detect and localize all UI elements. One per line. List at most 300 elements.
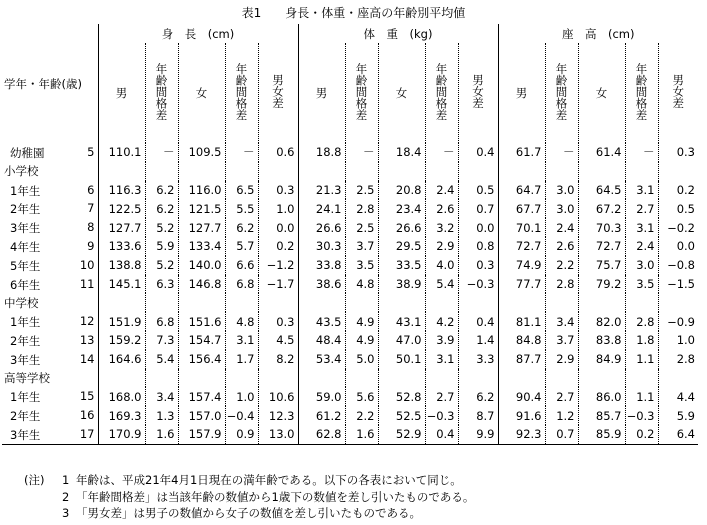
subheader-label: 男 [515, 86, 528, 100]
empty-cell [625, 293, 658, 312]
value-cell: 2.7 [545, 387, 578, 406]
row-label-cell [2, 387, 98, 406]
value-cell: 81.1 [498, 312, 545, 331]
value-cell: 170.9 [98, 425, 145, 444]
value-cell: 61.2 [298, 406, 345, 425]
subheader-male [498, 43, 545, 143]
empty-cell [298, 369, 345, 388]
empty-cell [378, 293, 425, 312]
value-cell: 127.7 [178, 218, 225, 237]
empty-cell [378, 162, 425, 181]
grade-label: 2年生 [10, 333, 41, 348]
value-cell: −0.4 [225, 406, 258, 425]
value-cell: 3.5 [625, 275, 658, 294]
value-cell: 1.0 [658, 331, 698, 350]
subheader-label: 男女差 [271, 74, 285, 109]
value-cell: 67.7 [498, 199, 545, 218]
value-cell: 0.3 [458, 256, 498, 275]
grade-label: 1年生 [10, 315, 41, 330]
value-cell: 13.0 [258, 425, 298, 444]
value-cell: 1.6 [345, 425, 378, 444]
value-cell: 2.8 [345, 199, 378, 218]
value-cell: 109.5 [178, 143, 225, 162]
empty-cell [378, 369, 425, 388]
row-label-cell [2, 275, 98, 294]
value-cell: 3.9 [425, 331, 458, 350]
value-cell: 133.6 [98, 237, 145, 256]
value-cell: 6.2 [145, 181, 178, 200]
value-cell: −0.9 [658, 312, 698, 331]
age-label: 16 [79, 408, 95, 423]
header-group-row [2, 24, 698, 43]
empty-cell [258, 162, 298, 181]
row-label-header: 学年・年齢(歳) [4, 76, 82, 91]
grade-label: 2年生 [10, 202, 41, 217]
age-label: 15 [79, 389, 95, 404]
footnote-1 [24, 472, 474, 489]
age-label: 11 [79, 276, 95, 291]
value-cell: 5.4 [425, 275, 458, 294]
value-cell: 52.9 [378, 425, 425, 444]
empty-cell [458, 162, 498, 181]
value-cell: 1.6 [145, 425, 178, 444]
value-cell: 4.2 [425, 312, 458, 331]
value-cell: 10.6 [258, 387, 298, 406]
footnote-2 [24, 489, 474, 506]
footnote-number: 3 [62, 506, 70, 520]
age-label: 6 [87, 182, 95, 197]
value-cell: 70.1 [498, 218, 545, 237]
value-cell: 0.6 [258, 143, 298, 162]
value-cell: 1.2 [545, 406, 578, 425]
empty-cell [498, 162, 545, 181]
value-cell: 116.0 [178, 181, 225, 200]
age-label: 17 [79, 426, 95, 441]
value-cell: 3.1 [625, 181, 658, 200]
age-label: 14 [79, 351, 95, 366]
value-cell: 7.3 [145, 331, 178, 350]
value-cell: 2.9 [425, 237, 458, 256]
value-cell: 0.5 [658, 199, 698, 218]
age-label: 5 [87, 145, 95, 159]
empty-cell [658, 369, 698, 388]
value-cell: 6.2 [225, 218, 258, 237]
empty-cell [498, 369, 545, 388]
value-cell: 62.8 [298, 425, 345, 444]
header-sub-row [2, 43, 698, 143]
group-header-sitting-height: 座 高 (cm) [498, 24, 698, 43]
value-cell: 2.2 [345, 406, 378, 425]
value-cell: 21.3 [298, 181, 345, 200]
value-cell: － [225, 143, 258, 162]
empty-cell [298, 293, 345, 312]
value-cell: 4.9 [345, 312, 378, 331]
value-cell: 59.0 [298, 387, 345, 406]
value-cell: 6.3 [145, 275, 178, 294]
value-cell: 3.0 [545, 181, 578, 200]
grade-label: 1年生 [10, 183, 41, 198]
value-cell: 26.6 [298, 218, 345, 237]
value-cell: 26.6 [378, 218, 425, 237]
row-label-cell [2, 331, 98, 350]
empty-cell [258, 293, 298, 312]
subheader-female [178, 43, 225, 143]
table-row [2, 275, 698, 294]
value-cell: 43.5 [298, 312, 345, 331]
value-cell: 0.7 [545, 425, 578, 444]
value-cell: 29.5 [378, 237, 425, 256]
value-cell: 48.4 [298, 331, 345, 350]
value-cell: 5.9 [145, 237, 178, 256]
value-cell: 1.1 [625, 387, 658, 406]
value-cell: 75.7 [578, 256, 625, 275]
value-cell: 157.4 [178, 387, 225, 406]
value-cell: 5.5 [225, 199, 258, 218]
subheader-age-diff [225, 43, 258, 143]
value-cell: 157.0 [178, 406, 225, 425]
empty-cell [178, 369, 225, 388]
row-label-cell [2, 181, 98, 200]
value-cell: 1.8 [625, 331, 658, 350]
value-cell: 2.9 [545, 350, 578, 369]
value-cell: 43.1 [378, 312, 425, 331]
value-cell: 52.8 [378, 387, 425, 406]
value-cell: 2.6 [425, 199, 458, 218]
value-cell: 64.5 [578, 181, 625, 200]
value-cell: 110.1 [98, 143, 145, 162]
value-cell: 0.0 [658, 237, 698, 256]
row-label-cell [2, 237, 98, 256]
value-cell: 6.2 [458, 387, 498, 406]
value-cell: 4.4 [658, 387, 698, 406]
group-header-height: 身 長 (cm) [98, 24, 298, 43]
table-row [2, 181, 698, 200]
value-cell: 2.4 [425, 181, 458, 200]
value-cell: 84.8 [498, 331, 545, 350]
subheader-label: 女 [395, 86, 408, 100]
value-cell: 5.6 [345, 387, 378, 406]
empty-cell [98, 293, 145, 312]
footnote-3 [24, 505, 474, 522]
value-cell: 0.4 [458, 143, 498, 162]
age-label: 13 [79, 332, 95, 347]
table-row [2, 199, 698, 218]
subheader-age-diff [625, 43, 658, 143]
value-cell: 47.0 [378, 331, 425, 350]
empty-cell [625, 162, 658, 181]
value-cell: － [145, 143, 178, 162]
value-cell: 6.8 [225, 275, 258, 294]
value-cell: 116.3 [98, 181, 145, 200]
value-cell: 90.4 [498, 387, 545, 406]
value-cell: 156.4 [178, 350, 225, 369]
value-cell: 2.8 [545, 275, 578, 294]
section-row [2, 369, 698, 388]
subheader-mf-diff [658, 43, 698, 143]
section-label: 高等学校 [4, 370, 50, 385]
empty-cell [425, 369, 458, 388]
value-cell: 6.2 [145, 199, 178, 218]
value-cell: 0.3 [258, 312, 298, 331]
empty-cell [458, 293, 498, 312]
empty-cell [658, 162, 698, 181]
value-cell: － [345, 143, 378, 162]
value-cell: 3.7 [345, 237, 378, 256]
value-cell: 2.6 [545, 237, 578, 256]
group-header-weight: 体 重 (kg) [298, 24, 498, 43]
value-cell: 0.7 [458, 199, 498, 218]
value-cell: −0.8 [658, 256, 698, 275]
table-row [2, 387, 698, 406]
grade-label: 3年生 [10, 221, 41, 236]
value-cell: 2.7 [425, 387, 458, 406]
value-cell: 145.1 [98, 275, 145, 294]
table-row [2, 143, 698, 162]
grade-label: 6年生 [10, 277, 41, 292]
value-cell: 9.9 [458, 425, 498, 444]
grade-label: 3年生 [10, 427, 41, 442]
value-cell: 154.7 [178, 331, 225, 350]
subheader-mf-diff [258, 43, 298, 143]
value-cell: 122.5 [98, 199, 145, 218]
value-cell: 67.2 [578, 199, 625, 218]
value-cell: 72.7 [498, 237, 545, 256]
value-cell: 79.2 [578, 275, 625, 294]
value-cell: 0.5 [458, 181, 498, 200]
table-title: 表1 身長・体重・座高の年齢別平均値 [241, 6, 466, 20]
age-label: 10 [79, 257, 95, 272]
value-cell: −1.2 [258, 256, 298, 275]
value-cell: 0.0 [258, 218, 298, 237]
value-cell: −1.7 [258, 275, 298, 294]
subheader-label: 年齢間格差 [234, 62, 249, 121]
value-cell: 91.6 [498, 406, 545, 425]
value-cell: 2.8 [658, 350, 698, 369]
data-table [2, 24, 698, 445]
row-label-cell [2, 312, 98, 331]
section-row [2, 293, 698, 312]
value-cell: 85.7 [578, 406, 625, 425]
value-cell: −1.5 [658, 275, 698, 294]
footnote-number: 1 [62, 473, 70, 487]
value-cell: 61.7 [498, 143, 545, 162]
value-cell: 151.9 [98, 312, 145, 331]
grade-label: 幼稚園 [10, 146, 45, 160]
table-row [2, 406, 698, 425]
empty-cell [345, 162, 378, 181]
value-cell: 2.5 [345, 218, 378, 237]
value-cell: － [425, 143, 458, 162]
age-label: 9 [87, 238, 95, 253]
value-cell: 5.7 [225, 237, 258, 256]
value-cell: 0.8 [458, 237, 498, 256]
subheader-label: 男女差 [671, 74, 686, 109]
value-cell: 3.0 [625, 256, 658, 275]
value-cell: 77.7 [498, 275, 545, 294]
row-label-cell [2, 350, 98, 369]
value-cell: 3.2 [425, 218, 458, 237]
value-cell: 20.8 [378, 181, 425, 200]
value-cell: 5.4 [145, 350, 178, 369]
empty-cell [425, 162, 458, 181]
value-cell: 4.9 [345, 331, 378, 350]
value-cell: 3.4 [145, 387, 178, 406]
empty-cell [658, 293, 698, 312]
value-cell: −0.3 [458, 275, 498, 294]
subheader-label: 男 [315, 86, 328, 100]
value-cell: 0.2 [258, 237, 298, 256]
value-cell: 82.0 [578, 312, 625, 331]
value-cell: 151.6 [178, 312, 225, 331]
footnote-prefix: (注) [24, 473, 45, 487]
age-label: 12 [79, 314, 95, 329]
subheader-age-diff [145, 43, 178, 143]
value-cell: 3.1 [225, 331, 258, 350]
value-cell: 3.3 [458, 350, 498, 369]
value-cell: 138.8 [98, 256, 145, 275]
grade-label: 2年生 [10, 409, 41, 424]
value-cell: 5.2 [145, 218, 178, 237]
value-cell: 3.5 [345, 256, 378, 275]
value-cell: 1.1 [625, 350, 658, 369]
subheader-label: 年齢間格差 [554, 62, 569, 121]
value-cell: 33.8 [298, 256, 345, 275]
empty-cell [578, 162, 625, 181]
empty-cell [345, 293, 378, 312]
value-cell: 50.1 [378, 350, 425, 369]
value-cell: 0.9 [225, 425, 258, 444]
value-cell: 127.7 [98, 218, 145, 237]
value-cell: 0.3 [258, 181, 298, 200]
subheader-female [578, 43, 625, 143]
section-label: 中学校 [4, 295, 39, 310]
value-cell: −0.3 [625, 406, 658, 425]
value-cell: 6.8 [145, 312, 178, 331]
value-cell: 5.2 [145, 256, 178, 275]
subheader-label: 年齢間格差 [634, 62, 649, 121]
subheader-label: 女 [595, 86, 608, 100]
value-cell: 4.5 [258, 331, 298, 350]
value-cell: 0.2 [658, 181, 698, 200]
value-cell: 159.2 [98, 331, 145, 350]
empty-cell [258, 369, 298, 388]
age-label: 7 [87, 201, 95, 216]
value-cell: 2.8 [625, 312, 658, 331]
row-label-cell [2, 199, 98, 218]
value-cell: 0.0 [458, 218, 498, 237]
value-cell: 30.3 [298, 237, 345, 256]
empty-cell [145, 293, 178, 312]
value-cell: 18.4 [378, 143, 425, 162]
subheader-female [378, 43, 425, 143]
empty-cell [498, 293, 545, 312]
section-label: 小学校 [4, 164, 39, 179]
value-cell: 33.5 [378, 256, 425, 275]
table-row [2, 425, 698, 444]
empty-cell [425, 293, 458, 312]
empty-cell [225, 162, 258, 181]
subheader-age-diff [345, 43, 378, 143]
value-cell: 3.1 [625, 218, 658, 237]
row-label-cell [2, 406, 98, 425]
value-cell: 140.0 [178, 256, 225, 275]
value-cell: 4.8 [345, 275, 378, 294]
empty-cell [98, 162, 145, 181]
value-cell: 92.3 [498, 425, 545, 444]
value-cell: 2.2 [545, 256, 578, 275]
value-cell: 0.3 [658, 143, 698, 162]
value-cell: 70.3 [578, 218, 625, 237]
section-row [2, 162, 698, 181]
value-cell: 5.9 [658, 406, 698, 425]
subheader-age-diff [425, 43, 458, 143]
empty-cell [298, 162, 345, 181]
subheader-label: 男 [115, 86, 128, 100]
table-row [2, 256, 698, 275]
subheader-male [298, 43, 345, 143]
empty-cell [625, 369, 658, 388]
empty-cell [145, 162, 178, 181]
value-cell: 74.9 [498, 256, 545, 275]
value-cell: 3.1 [425, 350, 458, 369]
footnote-number: 2 [62, 489, 70, 504]
value-cell: 83.8 [578, 331, 625, 350]
value-cell: 0.4 [425, 425, 458, 444]
footnote-text: 年齢は、平成21年4月1日現在の満年齢である。以下の各表において同じ。 [76, 473, 462, 487]
value-cell: 3.4 [545, 312, 578, 331]
grade-label: 5年生 [10, 258, 41, 273]
value-cell: 64.7 [498, 181, 545, 200]
value-cell: −0.3 [425, 406, 458, 425]
empty-cell [225, 369, 258, 388]
age-label: 8 [87, 220, 95, 235]
value-cell: 4.8 [225, 312, 258, 331]
subheader-label: 年齢間格差 [154, 62, 169, 121]
value-cell: 2.4 [545, 218, 578, 237]
table-row [2, 331, 698, 350]
value-cell: 18.8 [298, 143, 345, 162]
value-cell: 1.0 [258, 199, 298, 218]
value-cell: 38.9 [378, 275, 425, 294]
empty-cell [145, 369, 178, 388]
value-cell: 1.4 [458, 331, 498, 350]
empty-cell [178, 293, 225, 312]
value-cell: 2.7 [625, 199, 658, 218]
value-cell: 146.8 [178, 275, 225, 294]
value-cell: 5.0 [345, 350, 378, 369]
value-cell: － [625, 143, 658, 162]
value-cell: 157.9 [178, 425, 225, 444]
table-row [2, 237, 698, 256]
value-cell: 2.4 [625, 237, 658, 256]
footnote-text: 「男女差」は男子の数値から女子の数値を差し引いたものである。 [76, 506, 421, 520]
table-row [2, 218, 698, 237]
value-cell: 8.7 [458, 406, 498, 425]
value-cell: 23.4 [378, 199, 425, 218]
value-cell: 8.2 [258, 350, 298, 369]
value-cell: −0.2 [658, 218, 698, 237]
row-label-cell [2, 218, 98, 237]
value-cell: 84.9 [578, 350, 625, 369]
grade-label: 3年生 [10, 352, 41, 367]
value-cell: 72.7 [578, 237, 625, 256]
value-cell: － [545, 143, 578, 162]
empty-cell [578, 369, 625, 388]
value-cell: 168.0 [98, 387, 145, 406]
empty-cell [225, 293, 258, 312]
value-cell: 3.0 [545, 199, 578, 218]
value-cell: 1.3 [145, 406, 178, 425]
